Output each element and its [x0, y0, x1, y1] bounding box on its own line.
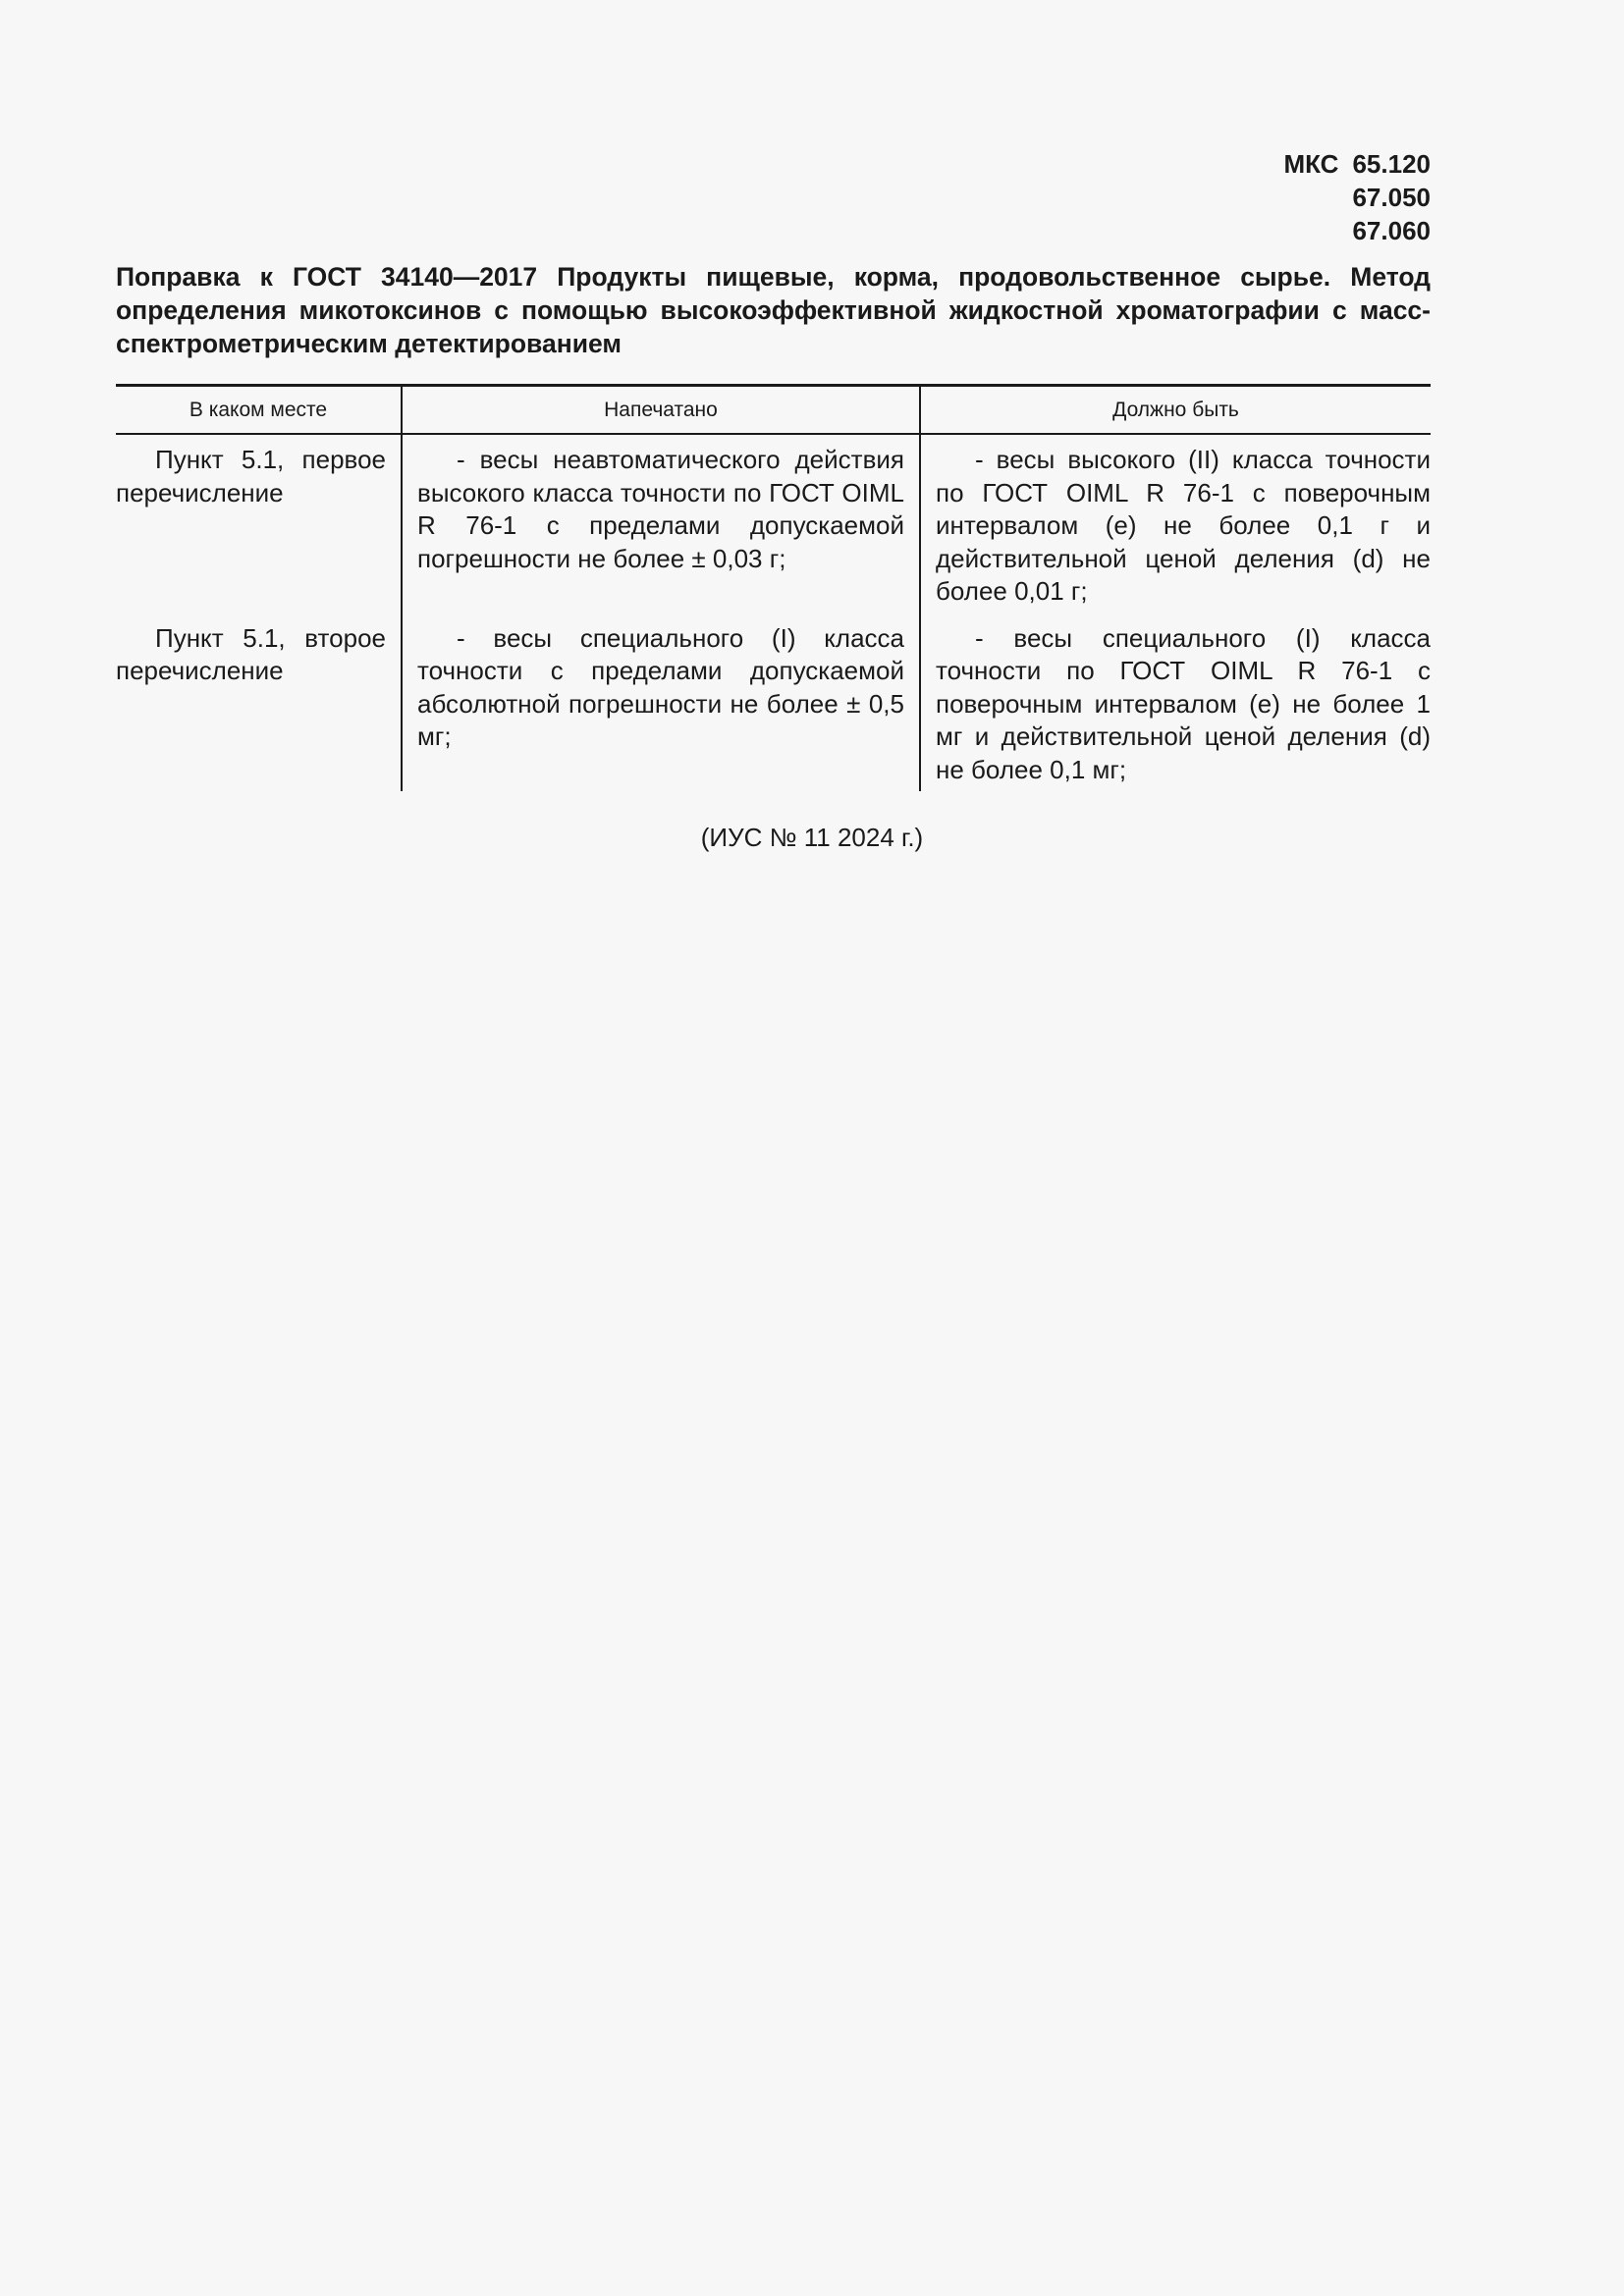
classification-line-1	[1284, 147, 1432, 181]
classification-line-3	[1284, 214, 1432, 247]
document-title: Поправка к ГОСТ 34140—2017 Продукты пищевые, корма, продовольственное сырье. Метод определения микотоксинов с помощью высокоэффективной жидкостной хроматографии с масс-спектрометрическим детектированием	[116, 262, 1431, 358]
classification-code: 65.120	[1352, 149, 1431, 179]
table-header-row	[116, 386, 1431, 435]
table-row	[116, 434, 1431, 614]
classification-code: 67.050	[1352, 183, 1431, 212]
header-where: В каком месте	[116, 386, 402, 435]
header-printed: Напечатано	[402, 386, 920, 435]
cell-where	[116, 434, 402, 614]
cell-printed: - весы специального (I) класса точности с пределами допускаемой абсолютной погрешности не более ± 0,5 мг;	[402, 614, 920, 792]
where-text: Пункт 5.1, первое перечисление	[116, 445, 386, 507]
cell-printed: - весы неавтоматического действия высокого класса точности по ГОСТ OIML R 76-1 с пределами допускаемой погрешности не более ± 0,03 г;	[402, 434, 920, 614]
classification-line-2	[1284, 181, 1432, 214]
header-should-be: Должно быть	[920, 386, 1431, 435]
table-row	[116, 614, 1431, 792]
classification-label: МКС	[1283, 149, 1339, 179]
where-text: Пункт 5.1, второе перечисление	[116, 622, 386, 685]
amendment-table	[116, 384, 1431, 791]
publication-reference: (ИУС № 11 2024 г.)	[700, 823, 924, 852]
classification-codes	[1284, 147, 1432, 247]
cell-where	[116, 614, 402, 792]
cell-should-be: - весы специального (I) класса точности по ГОСТ OIML R 76-1 с поверочным интервалом (e) не более 1 мг и действительной ценой деления (d) не более 0,1 мг;	[936, 622, 1431, 784]
cell-should-be: - весы высокого (II) класса точности по ГОСТ OIML R 76-1 с поверочным интервалом (e) не более 0,1 г и действительной ценой деления (d) не более 0,01 г;	[936, 445, 1431, 606]
classification-code: 67.060	[1352, 216, 1431, 245]
